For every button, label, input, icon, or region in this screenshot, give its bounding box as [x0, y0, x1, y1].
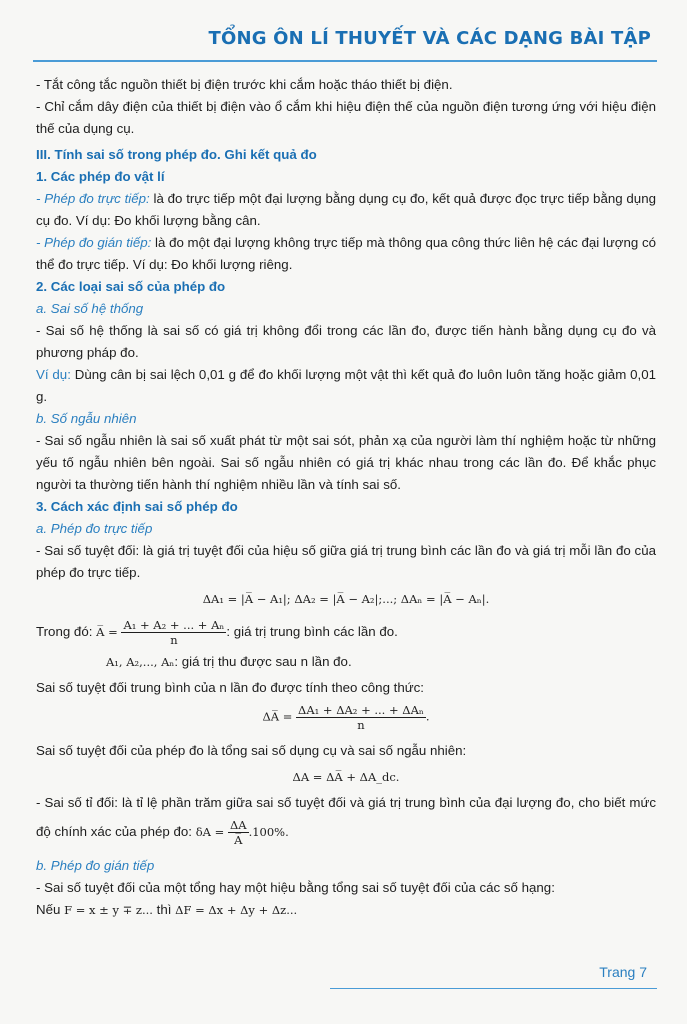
sub-heading-indirect: b. Phép đo gián tiếp	[36, 858, 155, 873]
formula-average-error-end: .	[425, 709, 430, 724]
indirect-label: - Phép đo gián tiếp:	[36, 235, 152, 250]
footer-divider	[330, 988, 657, 989]
header-divider	[33, 60, 657, 62]
paragraph-indirect-measurement	[36, 232, 656, 276]
formula-total-error: ΔA = ΔA̅ + ΔA_dc.	[292, 770, 400, 784]
formula-absolute-errors: ΔA₁ = |A̅ − A₁|; ΔA₂ = |A̅ − A₂|;...; ΔAₙ = |A̅ − Aₙ|.	[202, 592, 490, 606]
paragraph-direct-measurement	[36, 188, 656, 232]
average-error-denominator: n	[357, 718, 365, 732]
indirect-text: là đo một đại lượng không trực tiếp mà thông qua công thức liên hệ các đại lượng có thể đo trực tiếp. Ví dụ: Đo khối lượng riêng.	[36, 235, 657, 272]
trong-do-label: Trong đó:	[36, 624, 93, 640]
paragraph-systematic-error: - Sai số hệ thống là sai số có giá trị không đổi trong các lần đo, được tiến hành bằng dụng cụ đo và phương pháp đo.	[36, 323, 656, 360]
formula-average-error	[36, 703, 656, 732]
formula-relative-lhs: δA =	[195, 825, 225, 840]
sub-heading-random: b. Số ngẫu nhiên	[36, 411, 137, 426]
formula-relative-fraction	[228, 818, 249, 847]
average-error-numerator: ΔA₁ + ΔA₂ + ... + ΔAₙ	[298, 703, 424, 717]
example-text: Dùng cân bị sai lệch 0,01 g để đo khối lượng một vật thì kết quả đo luôn luôn tăng hoặc giảm 0,01 g.	[36, 367, 656, 404]
relative-error-text: - Sai số tỉ đối: là tỉ lệ phần trăm giữa sai số tuyệt đối và giá trị trung bình của đại lượng đo, cho biết mức độ chính xác của phép đo:	[36, 795, 656, 840]
paragraph-total-error: Sai số tuyệt đối của phép đo là tổng sai số dụng cụ và sai số ngẫu nhiên:	[36, 743, 467, 758]
paragraph-average-def	[36, 614, 656, 651]
formula-average-fraction	[121, 618, 226, 647]
paragraph-absolute-error: - Sai số tuyệt đối: là giá trị tuyệt đối của hiệu số giữa giá trị trung bình các lần đo và giá trị mỗi lần đo của phép đo trực tiếp.	[36, 543, 656, 580]
formula-values: A₁, A₂,..., Aₙ	[106, 655, 175, 669]
page-header-title: TỔNG ÔN LÍ THUYẾT VÀ CÁC DẠNG BÀI TẬP	[208, 28, 651, 49]
paragraph-safety-1: - Tắt công tắc nguồn thiết bị điện trước khi cắm hoặc tháo thiết bị điện.	[36, 77, 453, 92]
paragraph-sum-error: - Sai số tuyệt đối của một tổng hay một hiệu bằng tổng sai số tuyệt đối của các số hạng:	[36, 880, 555, 895]
paragraph-average-error: Sai số tuyệt đối trung bình của n lần đo được tính theo công thức:	[36, 680, 424, 695]
paragraph-random-error: - Sai số ngẫu nhiên là sai số xuất phát từ một sai sót, phản xạ của người làm thí nghiệm hoặc từ những yếu tố ngẫu nhiên bên ngoài. Sai số ngẫu nhiên có giá trị khác nhau trong các lần đo. Để khắc phục người ta thường tiến hành thí nghiệm nhiều lần và tính sai số.	[36, 433, 656, 492]
average-description: : giá trị trung bình các lần đo.	[226, 624, 398, 640]
direct-text: là đo trực tiếp một đại lượng bằng dụng cụ đo, kết quả được đọc trực tiếp bằng dụng cụ đo. Ví dụ: Đo khối lượng bằng cân.	[36, 191, 656, 228]
paragraph-values-def	[36, 651, 656, 673]
example-label: Ví dụ:	[36, 367, 71, 382]
values-description: : giá trị thu được sau n lần đo.	[174, 654, 352, 669]
section-heading-3: III. Tính sai số trong phép đo. Ghi kết quả đo	[36, 147, 317, 162]
average-denominator: n	[170, 633, 178, 647]
paragraph-example	[36, 364, 656, 408]
sub-heading-direct: a. Phép đo trực tiếp	[36, 521, 153, 536]
paragraph-relative-error	[36, 792, 656, 851]
paragraph-sum-formula	[36, 899, 656, 921]
formula-average-lhs: A̅ =	[96, 625, 118, 640]
subsection-heading-2: 2. Các loại sai số của phép đo	[36, 279, 226, 294]
average-numerator: A₁ + A₂ + ... + Aₙ	[123, 618, 225, 632]
page-number: Trang 7	[599, 964, 647, 980]
formula-relative-rhs: .100%.	[248, 825, 289, 840]
formula-average-error-lhs: ΔA̅ =	[262, 709, 293, 724]
sub-heading-systematic: a. Sai số hệ thống	[36, 301, 144, 316]
relative-numerator: ΔA	[229, 818, 247, 832]
subsection-heading-1: 1. Các phép đo vật lí	[36, 169, 165, 184]
subsection-heading-3: 3. Cách xác định sai số phép đo	[36, 499, 238, 514]
relative-denominator: A̅	[234, 833, 243, 847]
page-content	[36, 74, 656, 921]
direct-label: - Phép đo trực tiếp:	[36, 191, 150, 206]
paragraph-safety-2: - Chỉ cắm dây điện của thiết bị điện vào ổ cắm khi hiệu điện thế của nguồn điện tương ứng với hiệu điện thế của dụng cụ.	[36, 99, 656, 136]
thi-label: thì	[156, 902, 172, 917]
formula-sum-f: F = x ± y ∓ z...	[64, 903, 153, 917]
neu-label: Nếu	[36, 902, 61, 917]
formula-sum-delta: ΔF = Δx + Δy + Δz...	[175, 903, 298, 917]
formula-average-error-fraction	[296, 703, 426, 732]
